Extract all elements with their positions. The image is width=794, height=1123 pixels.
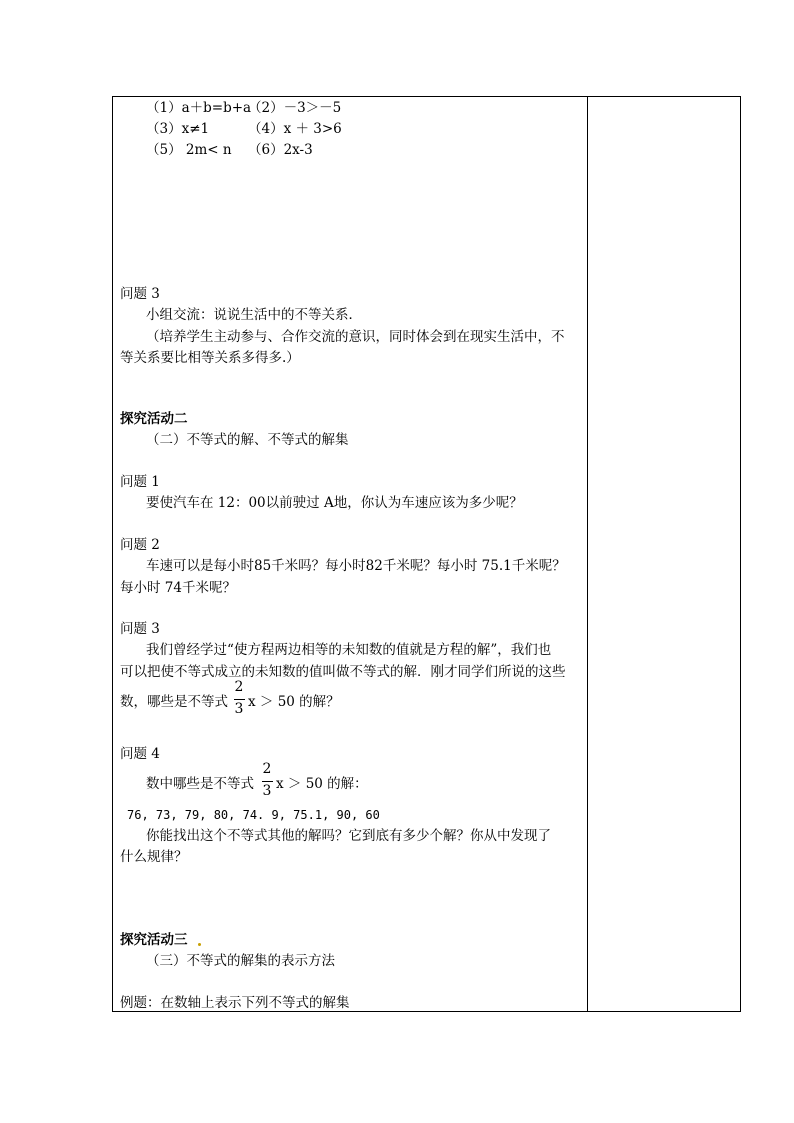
a2-question-1-text: 要使汽车在 12：00以前驶过 A地，你认为车速应该为多少呢？ [146, 495, 523, 511]
question-3-text: 小组交流：说说生活中的不等关系． [146, 307, 362, 323]
activity-3-example: 例题：在数轴上表示下列不等式的解集 [120, 995, 350, 1011]
a2-question-4-line1-pre: 数中哪些是不等式 [146, 776, 254, 792]
activity-3-subtitle: （三）不等式的解集的表示方法 [146, 953, 335, 969]
a2-question-3-line1: 我们曾经学过“使方程两边相等的未知数的值就是方程的解”，我们也 [146, 642, 552, 658]
question-3-title: 问题 3 [120, 286, 160, 302]
a2-question-4-line2: 你能找出这个不等式其他的解吗？它到底有多少个解？你从中发现了 [146, 828, 551, 844]
fraction-bar [234, 699, 245, 700]
a2-question-2-title: 问题 2 [120, 537, 160, 553]
fraction-bar [262, 781, 273, 782]
activity-2-subtitle: （二）不等式的解、不等式的解集 [146, 432, 349, 448]
a2-question-1-title: 问题 1 [120, 474, 160, 490]
a2-question-4-line3: 什么规律？ [120, 849, 188, 865]
example-2: （2）－3＞－5 [248, 100, 342, 116]
question-3-note-line2: 等关系要比相等关系多得多.） [120, 350, 300, 366]
a2-question-4-title: 问题 4 [120, 746, 160, 762]
fraction-numerator: 2 [262, 761, 272, 777]
example-1: （1）a＋b=b+a [146, 100, 252, 116]
a2-question-3-line3-pre: 数，哪些是不等式 [120, 694, 228, 710]
a2-question-4-line1-post: x ＞ 50 的解： [276, 776, 368, 792]
a2-question-4-numbers: 76, 73, 79, 80, 74. 9, 75.1, 90, 60 [127, 808, 380, 822]
fraction-denominator: 3 [262, 783, 272, 799]
lesson-table [112, 96, 741, 1012]
example-4: （4）x ＋ 3>6 [248, 121, 342, 137]
activity-2-heading: 探究活动二 [120, 411, 188, 427]
column-divider [587, 96, 588, 1012]
a2-question-3-line2: 可以把使不等式成立的未知数的值叫做不等式的解．刚才同学们所说的这些 [120, 664, 566, 680]
a2-question-3-title: 问题 3 [120, 621, 160, 637]
example-6: （6）2x-3 [248, 142, 313, 158]
example-5: （5） 2m< n [146, 142, 232, 158]
a2-question-3-line3-post: x ＞ 50 的解？ [248, 694, 340, 710]
fraction-denominator: 3 [234, 701, 244, 717]
question-3-note-line1: （培养学生主动参与、合作交流的意识，同时体会到在现实生活中，不 [146, 329, 565, 345]
fraction-numerator: 2 [234, 679, 244, 695]
example-3: （3）x≠1 [146, 121, 210, 137]
activity-3-heading: 探究活动三 [120, 932, 188, 948]
decorative-dot [198, 943, 201, 946]
a2-question-2-line1: 车速可以是每小时85千米吗？每小时82千米呢？每小时 75.1千米呢？ [146, 558, 566, 574]
a2-question-2-line2: 每小时 74千米呢？ [120, 580, 236, 596]
